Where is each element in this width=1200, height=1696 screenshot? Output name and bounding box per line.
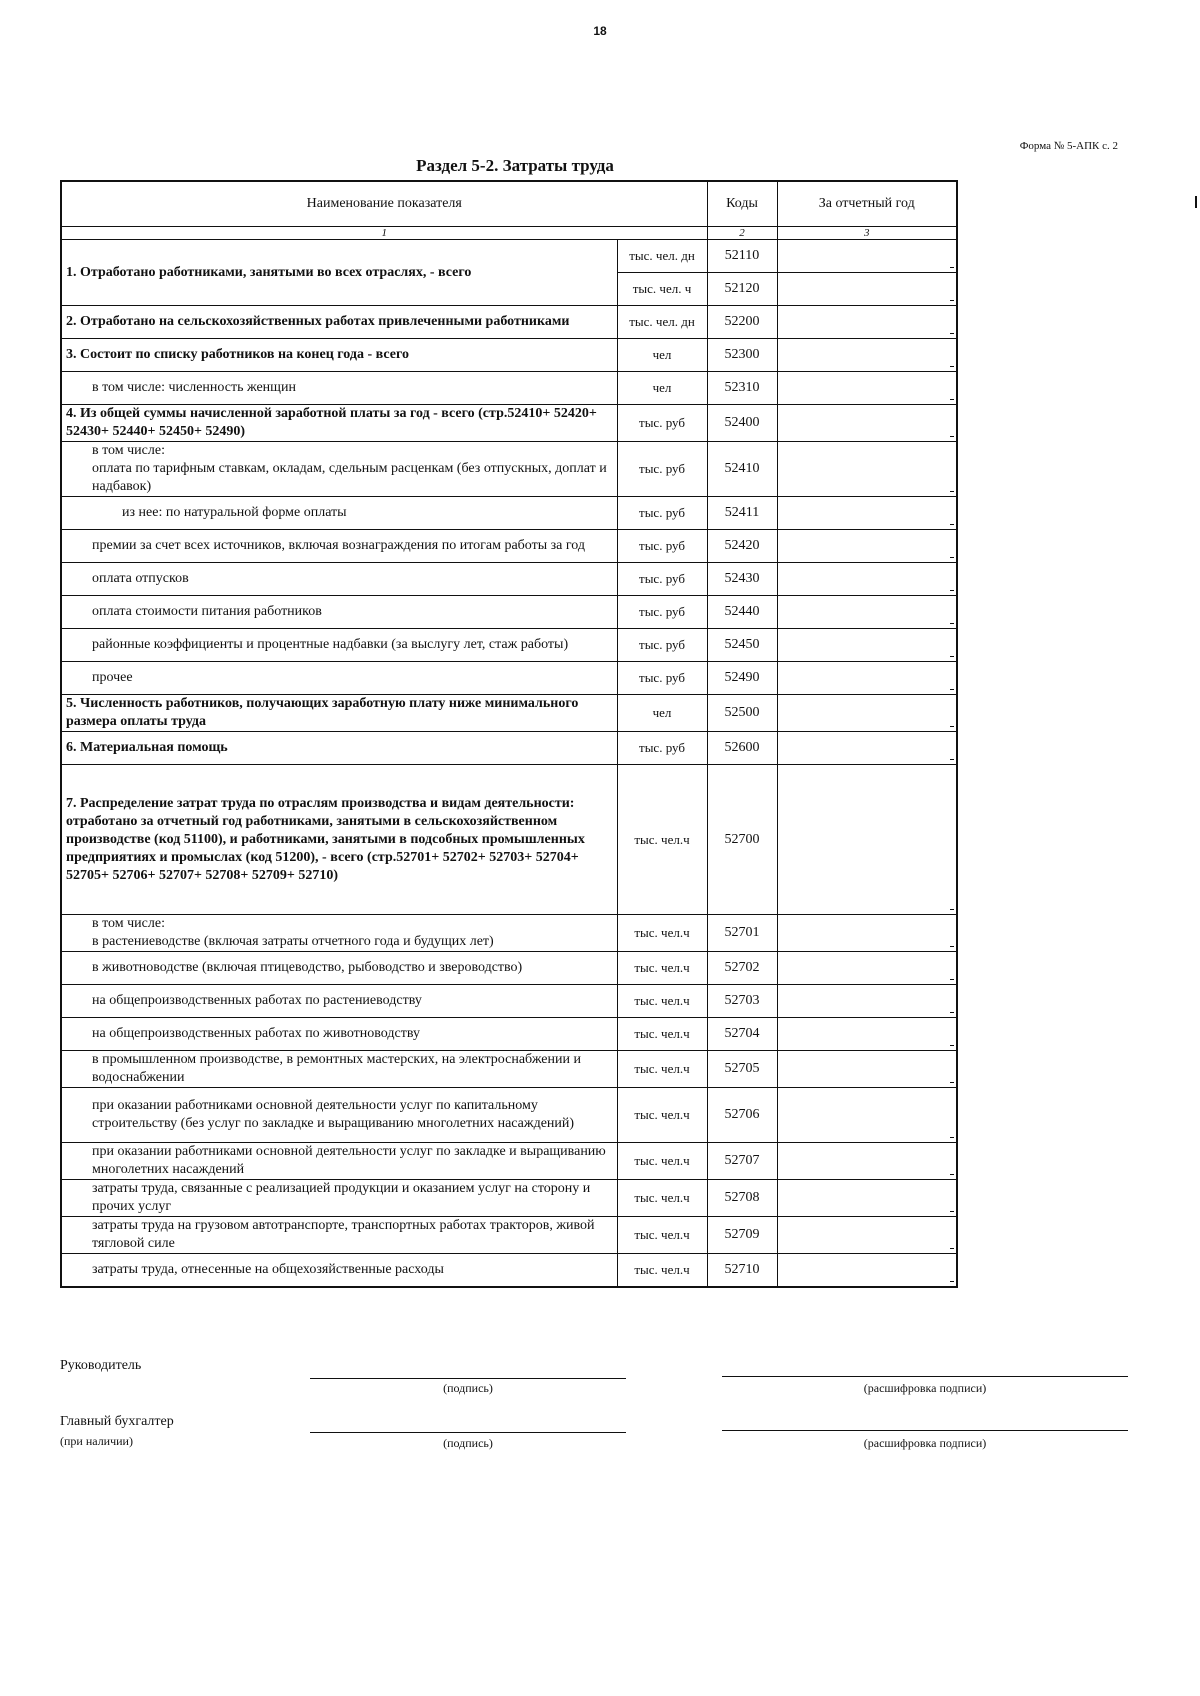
row-unit: тыс. чел.ч — [617, 1088, 707, 1143]
row-unit: тыс. чел. дн — [617, 240, 707, 273]
row-unit: тыс. руб — [617, 442, 707, 497]
row-unit: чел — [617, 339, 707, 372]
row-unit: тыс. руб — [617, 405, 707, 442]
value-cell[interactable] — [777, 1180, 957, 1217]
row-name: на общепроизводственных работах по животноводству — [61, 1018, 617, 1051]
table-row — [61, 497, 957, 530]
row-code: 52701 — [707, 915, 777, 952]
header-period: За отчетный год — [777, 181, 957, 227]
table-row — [61, 405, 957, 442]
row-unit: тыс. руб — [617, 629, 707, 662]
row-unit: тыс. чел.ч — [617, 1018, 707, 1051]
accountant-signature-line[interactable] — [310, 1432, 626, 1433]
table-row — [61, 1018, 957, 1051]
row-unit: тыс. чел.ч — [617, 1180, 707, 1217]
row-name: в животноводстве (включая птицеводство, рыбоводство и звероводство) — [61, 952, 617, 985]
row-code: 52440 — [707, 596, 777, 629]
row-unit: тыс. чел.ч — [617, 1217, 707, 1254]
column-number: 1 — [61, 227, 707, 240]
table-row — [61, 985, 957, 1018]
row-name: 3. Состоит по списку работников на конец года - всего — [61, 339, 617, 372]
accountant-decoding-line[interactable] — [722, 1430, 1128, 1431]
row-unit: тыс. чел.ч — [617, 765, 707, 915]
head-decoding-caption: (расшифровка подписи) — [863, 1381, 987, 1395]
value-cell[interactable] — [777, 1254, 957, 1287]
row-unit: тыс. чел.ч — [617, 1051, 707, 1088]
row-unit: тыс. чел.ч — [617, 915, 707, 952]
table-row — [61, 339, 957, 372]
row-code: 52702 — [707, 952, 777, 985]
row-name-prefix: в том числе: — [92, 916, 165, 931]
value-cell[interactable] — [777, 405, 957, 442]
row-code: 52706 — [707, 1088, 777, 1143]
row-code: 52490 — [707, 662, 777, 695]
page-number: 18 — [593, 24, 607, 38]
row-unit: тыс. чел.ч — [617, 952, 707, 985]
row-unit: тыс. чел.ч — [617, 1143, 707, 1180]
row-name: в промышленном производстве, в ремонтных мастерских, на электроснабжении и водоснабжении — [61, 1051, 617, 1088]
row-code: 52300 — [707, 339, 777, 372]
chief-accountant-label: Главный бухгалтер — [60, 1414, 174, 1429]
table-row — [61, 563, 957, 596]
row-unit: тыс. руб — [617, 497, 707, 530]
form-reference: Форма № 5-АПК с. 2 — [1019, 140, 1118, 152]
row-unit: тыс. чел. дн — [617, 306, 707, 339]
row-name: оплата стоимости питания работников — [61, 596, 617, 629]
value-cell[interactable] — [777, 497, 957, 530]
value-cell[interactable] — [777, 985, 957, 1018]
table-row — [61, 765, 957, 915]
row-unit: тыс. чел.ч — [617, 1254, 707, 1287]
table-row — [61, 240, 957, 273]
head-signature-caption: (подпись) — [443, 1381, 493, 1395]
section-title: Раздел 5-2. Затраты труда — [416, 156, 614, 175]
row-name: на общепроизводственных работах по растениеводству — [61, 985, 617, 1018]
header-name: Наименование показателя — [61, 181, 707, 227]
row-name: при оказании работниками основной деятельности услуг по капитальному строительству (без услуг по закладке и выращиванию многолетних насаждений) — [61, 1088, 617, 1143]
value-cell[interactable] — [777, 1217, 957, 1254]
row-unit: тыс. руб — [617, 530, 707, 563]
table-row — [61, 915, 957, 952]
row-code: 52120 — [707, 273, 777, 306]
row-name: 1. Отработано работниками, занятыми во всех отраслях, - всего — [61, 240, 617, 306]
row-code: 52707 — [707, 1143, 777, 1180]
value-cell[interactable] — [777, 765, 957, 915]
value-cell[interactable] — [777, 339, 957, 372]
row-code: 52700 — [707, 765, 777, 915]
table-row — [61, 629, 957, 662]
table-row — [61, 952, 957, 985]
table-row — [61, 1051, 957, 1088]
row-name: при оказании работниками основной деятельности услуг по закладке и выращиванию многолетних насаждений — [61, 1143, 617, 1180]
value-cell[interactable] — [777, 563, 957, 596]
row-code: 52703 — [707, 985, 777, 1018]
table-row — [61, 695, 957, 732]
table-row — [61, 1217, 957, 1254]
row-code: 52400 — [707, 405, 777, 442]
column-number: 3 — [777, 227, 957, 240]
header-codes: Коды — [707, 181, 777, 227]
row-code: 52200 — [707, 306, 777, 339]
row-code: 52310 — [707, 372, 777, 405]
value-cell[interactable] — [777, 732, 957, 765]
row-name: 7. Распределение затрат труда по отраслям производства и видам деятельности: отработано за отчетный год работниками, занятыми в сельскохозяйственном производстве (код 51100), и работниками, занятыми в подсобных промышленных предприятиях и промыслах (код 51200), - всего (стр.52701+ 52702+ 52703+ 52704+ 52705+ 52706+ 52707+ 52708+ 52709+ 52710) — [61, 765, 617, 915]
head-label: Руководитель — [60, 1358, 142, 1373]
row-code: 52430 — [707, 563, 777, 596]
row-code: 52410 — [707, 442, 777, 497]
value-cell[interactable] — [777, 273, 957, 306]
value-cell[interactable] — [777, 662, 957, 695]
row-name: из нее: по натуральной форме оплаты — [61, 497, 617, 530]
value-cell[interactable] — [777, 530, 957, 563]
table-row — [61, 530, 957, 563]
row-name: премии за счет всех источников, включая вознаграждения по итогам работы за год — [61, 530, 617, 563]
column-number: 2 — [707, 227, 777, 240]
row-code: 52450 — [707, 629, 777, 662]
head-signature-line[interactable] — [310, 1378, 626, 1379]
table-row — [61, 1180, 957, 1217]
value-cell[interactable] — [777, 952, 957, 985]
value-cell[interactable] — [777, 596, 957, 629]
row-code: 52704 — [707, 1018, 777, 1051]
row-name: 4. Из общей суммы начисленной заработной платы за год - всего (стр.52410+ 52420+ 52430+ 52440+ 52450+ 52490) — [61, 405, 617, 442]
value-cell[interactable] — [777, 442, 957, 497]
value-cell[interactable] — [777, 1088, 957, 1143]
accountant-decoding-caption: (расшифровка подписи) — [863, 1436, 987, 1450]
table-row — [61, 596, 957, 629]
row-unit: тыс. руб — [617, 563, 707, 596]
row-code: 52420 — [707, 530, 777, 563]
row-code: 52705 — [707, 1051, 777, 1088]
row-name: затраты труда на грузовом автотранспорте, транспортных работах тракторов, живой тягловой силе — [61, 1217, 617, 1254]
if-any-note: (при наличии) — [60, 1434, 133, 1448]
value-cell[interactable] — [777, 1018, 957, 1051]
row-code: 52710 — [707, 1254, 777, 1287]
table-row — [61, 306, 957, 339]
value-cell[interactable] — [777, 695, 957, 732]
row-name: затраты труда, связанные с реализацией продукции и оказанием услуг на сторону и прочих услуг — [61, 1180, 617, 1217]
row-code: 52708 — [707, 1180, 777, 1217]
table-row — [61, 1143, 957, 1180]
table-row — [61, 732, 957, 765]
row-code: 52709 — [707, 1217, 777, 1254]
row-code: 52600 — [707, 732, 777, 765]
table-row — [61, 1088, 957, 1143]
row-unit: тыс. чел. ч — [617, 273, 707, 306]
row-code: 52110 — [707, 240, 777, 273]
row-name-text: оплата по тарифным ставкам, окладам, сдельным расценкам (без отпускных, доплат и надбавок) — [92, 461, 607, 494]
row-name: затраты труда, отнесенные на общехозяйственные расходы — [61, 1254, 617, 1287]
table-row — [61, 442, 957, 497]
value-cell[interactable] — [777, 306, 957, 339]
row-name — [61, 915, 617, 952]
value-cell[interactable] — [777, 372, 957, 405]
row-name: 5. Численность работников, получающих заработную плату ниже минимального размера оплаты труда — [61, 695, 617, 732]
accountant-signature-caption: (подпись) — [443, 1436, 493, 1450]
edge-mark — [1195, 196, 1197, 208]
value-cell[interactable] — [777, 629, 957, 662]
value-cell[interactable] — [777, 915, 957, 952]
row-name-prefix: в том числе: — [92, 443, 165, 458]
table-header-row — [61, 181, 957, 227]
table-row — [61, 662, 957, 695]
table-row — [61, 372, 957, 405]
row-name-text: в растениеводстве (включая затраты отчетного года и будущих лет) — [92, 934, 494, 949]
row-name: 6. Материальная помощь — [61, 732, 617, 765]
value-cell[interactable] — [777, 1143, 957, 1180]
row-name: 2. Отработано на сельскохозяйственных работах привлеченными работниками — [61, 306, 617, 339]
row-name: оплата отпусков — [61, 563, 617, 596]
column-number-row — [61, 227, 957, 240]
row-unit: тыс. руб — [617, 662, 707, 695]
row-unit: чел — [617, 695, 707, 732]
row-name — [61, 442, 617, 497]
row-unit: тыс. руб — [617, 596, 707, 629]
row-unit: тыс. руб — [617, 732, 707, 765]
table-row — [61, 1254, 957, 1287]
head-decoding-line[interactable] — [722, 1376, 1128, 1377]
row-unit: тыс. чел.ч — [617, 985, 707, 1018]
value-cell[interactable] — [777, 240, 957, 273]
row-name: районные коэффициенты и процентные надбавки (за выслугу лет, стаж работы) — [61, 629, 617, 662]
row-name: в том числе: численность женщин — [61, 372, 617, 405]
row-name: прочее — [61, 662, 617, 695]
labor-costs-table — [60, 180, 958, 1288]
value-cell[interactable] — [777, 1051, 957, 1088]
row-code: 52500 — [707, 695, 777, 732]
row-code: 52411 — [707, 497, 777, 530]
row-unit: чел — [617, 372, 707, 405]
